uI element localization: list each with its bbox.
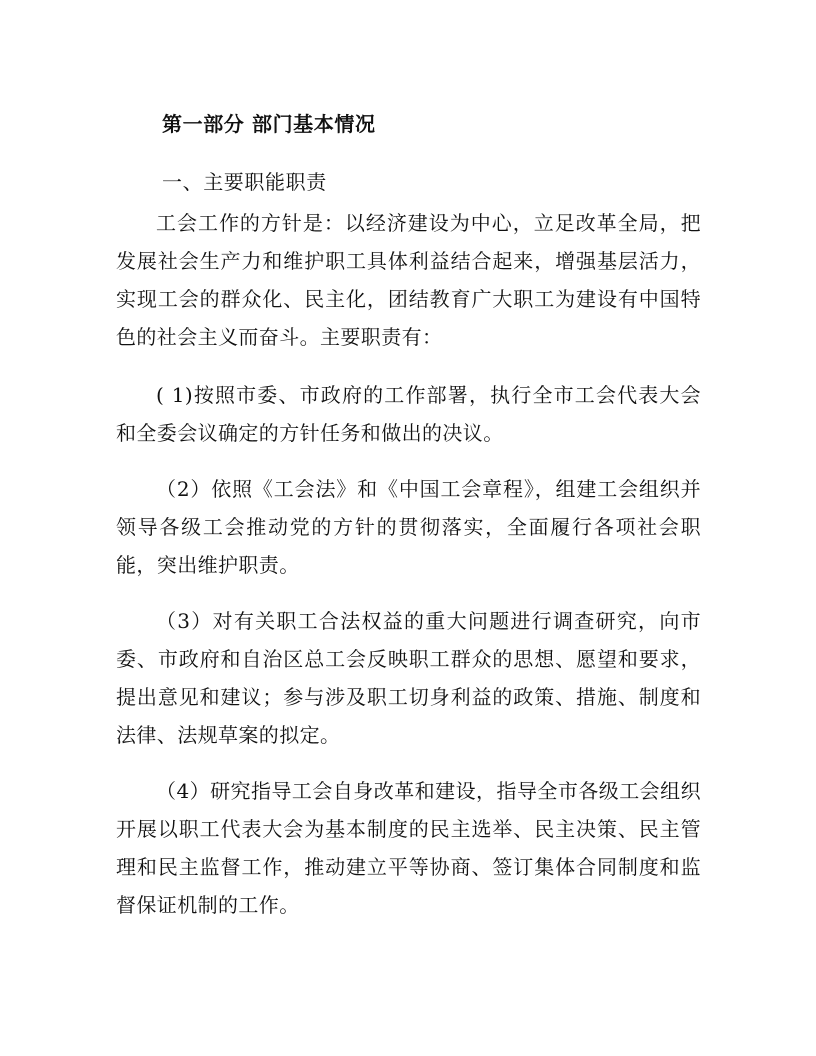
section-title: 第一部分 部门基本情况: [162, 112, 376, 136]
subsection-title: 一、主要职能职责: [162, 170, 327, 194]
duty-paragraph-2: （2）依照《工会法》和《中国工会章程》，组建工会组织并领导各级工会推动党的方针的贯彻落实，全面履行各项社会职能，突出维护职责。: [116, 477, 701, 577]
duty-paragraph-4: （4）研究指导工会自身改革和建设，指导全市各级工会组织开展以职工代表大会为基本制度的民主选举、民主决策、民主管理和民主监督工作，推动建立平等协商、签订集体合同制度和监督保证机制的工作。: [116, 779, 701, 917]
duty-paragraph-1: ( 1)按照市委、市政府的工作部署，执行全市工会代表大会和全委会议确定的方针任务和做出的决议。: [116, 383, 701, 445]
intro-paragraph: 工会工作的方针是：以经济建设为中心，立足改革全局，把发展社会生产力和维护职工具体利益结合起来，增强基层活力，实现工会的群众化、民主化，团结教育广大职工为建设有中国特色的社会主义而奋斗。主要职责有：: [116, 211, 701, 349]
duty-paragraph-3: （3）对有关职工合法权益的重大问题进行调查研究，向市委、市政府和自治区总工会反映职工群众的思想、愿望和要求，提出意见和建议；参与涉及职工切身利益的政策、措施、制度和法律、法规草案的拟定。: [116, 609, 701, 747]
